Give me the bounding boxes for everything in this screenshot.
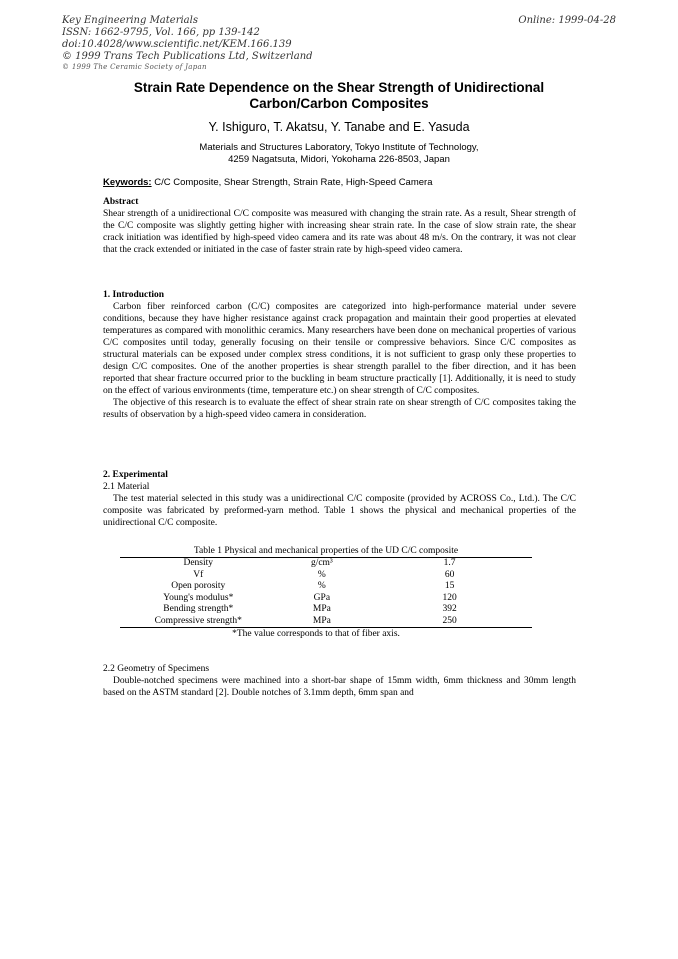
unit-cell: % bbox=[317, 569, 326, 580]
unit-cell: MPa bbox=[277, 616, 368, 628]
abstract-section bbox=[103, 196, 576, 256]
table-caption: Table 1 Physical and mechanical properties of the UD C/C composite bbox=[120, 545, 532, 558]
paper-title bbox=[95, 80, 583, 112]
property-cell: Bending strength* bbox=[163, 604, 234, 614]
property-cell: Young's modulus* bbox=[163, 592, 234, 603]
material-subheading: 2.1 Material bbox=[103, 482, 150, 492]
title-line-2: Carbon/Carbon Composites bbox=[249, 96, 429, 111]
keywords-text: C/C Composite, Shear Strength, Strain Rate, High-Speed Camera bbox=[151, 177, 433, 188]
author-list: Y. Ishiguro, T. Akatsu, Y. Tanabe and E. Yasuda bbox=[208, 120, 470, 134]
title-line-1: Strain Rate Dependence on the Shear Strength of Unidirectional bbox=[133, 80, 545, 95]
value-cell: 392 bbox=[442, 604, 457, 614]
table-footnote: *The value corresponds to that of fiber axis. bbox=[232, 629, 400, 639]
table-1 bbox=[120, 545, 532, 640]
value-cell: 60 bbox=[444, 569, 455, 580]
introduction-section bbox=[103, 289, 576, 421]
affiliation-line-2: 4259 Nagatsuta, Midori, Yokohama 226-8503, Japan bbox=[228, 154, 450, 165]
introduction-paragraph-2: The objective of this research is to evaluate the effect of shear strain rate on shear strength of C/C composites taking the results of observation by a high-speed video camera in consideration. bbox=[103, 398, 576, 420]
table-row bbox=[120, 570, 532, 582]
experimental-heading: 2. Experimental bbox=[103, 470, 168, 480]
value-cell: 1.7 bbox=[443, 558, 456, 568]
property-cell: Density bbox=[183, 558, 214, 568]
introduction-heading: 1. Introduction bbox=[103, 290, 165, 300]
geometry-paragraph: Double-notched specimens were machined into a short-bar shape of 15mm width, 6mm thickness and 30mm length based on the ASTM standard [2]. Double notches of 3.1mm depth, 6mm span and bbox=[103, 676, 576, 698]
journal-name: Key Engineering Materials bbox=[62, 15, 198, 26]
abstract-heading: Abstract bbox=[103, 197, 139, 207]
journal-doi[interactable]: doi:10.4028/www.scientific.net/KEM.166.139 bbox=[62, 39, 292, 50]
introduction-paragraph-1: Carbon fiber reinforced carbon (C/C) composites are categorized into high-performance material under severe conditions, because they have higher resistance against crack propagation and maintain their good properties at elevated temperatures as compared with monolithic ceramics. Many researchers have been done on mechanical properties of various C/C composites until today, generally focusing on their tensile or compressive behaviors. Since C/C composites as structural materials can be exposed under complex stress conditions, it is not sufficient to grasp only these properties to design C/C composites. One of the another properties is shear strength parallel to the fiber direction, and it has been reported that shear fracture occurred prior to the buckling in beam structure practically [1]. Additionally, it is need to study on the effect of various environments (time, temperature etc.) on shear strength of C/C composites. bbox=[103, 302, 576, 396]
value-cell: 250 bbox=[367, 616, 532, 628]
keywords bbox=[103, 177, 573, 188]
experimental-section bbox=[103, 469, 576, 529]
table-row bbox=[120, 581, 532, 593]
material-paragraph: The test material selected in this study was a unidirectional C/C composite (provided by ACROSS Co., Ltd.). The C/C composite was fabricated by preformed-yarn method. Table 1 shows the physical and mechanical properties of the unidirectional C/C composite. bbox=[103, 494, 576, 528]
property-cell: Open porosity bbox=[171, 581, 226, 591]
geometry-subheading: 2.2 Geometry of Specimens bbox=[103, 664, 210, 674]
value-cell: 15 bbox=[444, 581, 455, 591]
society-stamp: © 1999 The Ceramic Society of Japan bbox=[62, 63, 207, 71]
value-cell: 120 bbox=[442, 592, 457, 603]
journal-header bbox=[62, 15, 313, 63]
table-row bbox=[120, 616, 532, 628]
property-cell: Vf bbox=[193, 569, 204, 580]
unit-cell: GPa bbox=[313, 592, 331, 603]
property-cell: Compressive strength* bbox=[120, 616, 277, 628]
journal-copyright: © 1999 Trans Tech Publications Ltd, Switzerland bbox=[62, 51, 313, 62]
table-row bbox=[120, 593, 532, 605]
affiliation-line-1: Materials and Structures Laboratory, Tokyo Institute of Technology, bbox=[199, 142, 479, 153]
journal-issn: ISSN: 1662-9795, Vol. 166, pp 139-142 bbox=[62, 27, 260, 38]
table-row bbox=[120, 558, 532, 570]
table-row bbox=[120, 604, 532, 616]
keywords-label: Keywords: bbox=[103, 177, 152, 188]
geometry-section bbox=[103, 663, 576, 699]
online-date: Online: 1999-04-28 bbox=[518, 15, 616, 26]
unit-cell: % bbox=[317, 581, 326, 591]
affiliation bbox=[95, 142, 583, 166]
unit-cell: MPa bbox=[312, 604, 331, 614]
unit-cell: g/cm³ bbox=[310, 558, 333, 568]
properties-table bbox=[120, 558, 532, 628]
abstract-text: Shear strength of a unidirectional C/C composite was measured with changing the strain rate. As a result, Shear strength of the C/C composite was slightly getting higher with increasing shear strain rate. In the case of slow strain rate, the shear crack initiation was identified by high-speed video camera and its rate was about 48 m/s. On the contrary, it was not clear that the crack extended or initiated in the case of faster strain rate by high-speed video camera. bbox=[103, 209, 576, 255]
